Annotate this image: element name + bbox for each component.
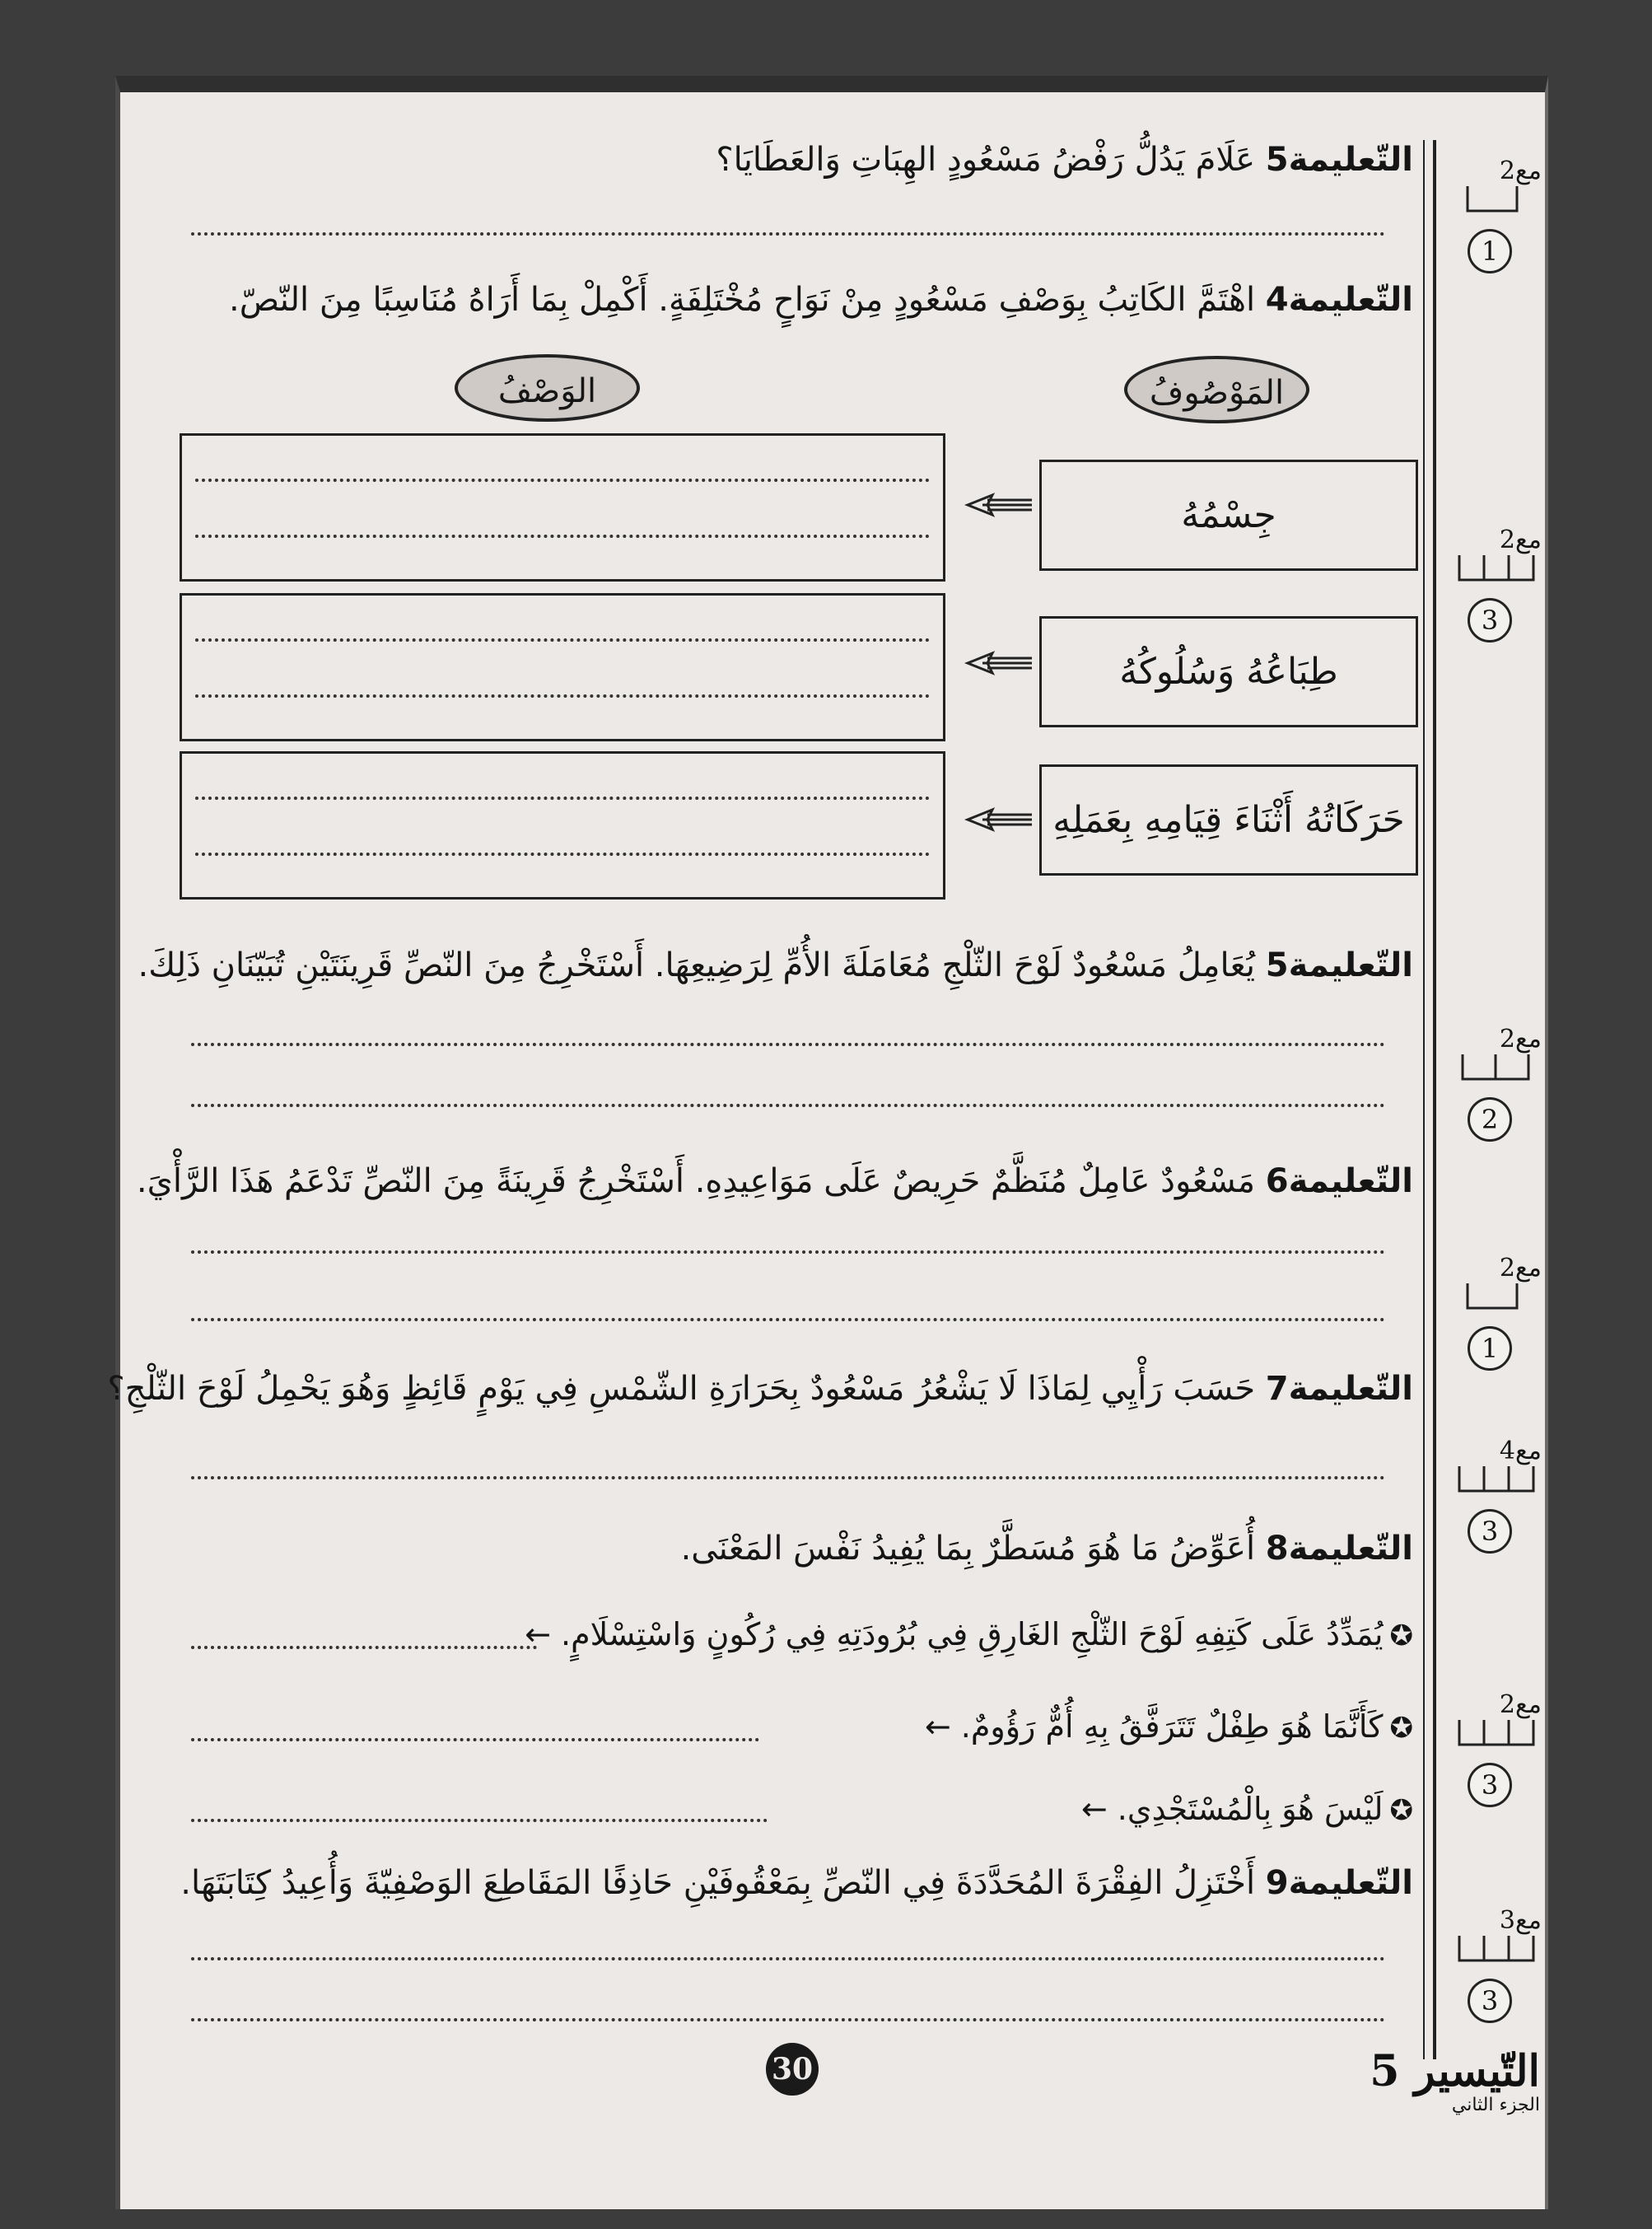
answer-line[interactable] xyxy=(191,1476,1385,1479)
answer-line[interactable] xyxy=(191,2018,1385,2021)
score-circle: 3 xyxy=(1468,598,1512,643)
answer-line[interactable] xyxy=(191,1819,768,1822)
answer-line[interactable] xyxy=(191,1738,759,1741)
logo-subtitle: الجزء الثاني xyxy=(1451,2095,1540,2115)
description-box[interactable] xyxy=(180,593,945,741)
question-1 xyxy=(716,140,1413,180)
mark-label: مع3 xyxy=(1499,1906,1542,1935)
score-circle: 1 xyxy=(1468,229,1512,273)
star-bullet-icon: ✪ xyxy=(1389,1794,1413,1827)
star-bullet-icon: ✪ xyxy=(1389,1619,1413,1652)
score-circle: 2 xyxy=(1468,1097,1512,1142)
table-header-described: المَوْصُوفُ xyxy=(1124,356,1309,423)
answer-line[interactable] xyxy=(191,1646,537,1649)
page-number: 30 xyxy=(766,2043,819,2096)
question-4 xyxy=(137,1161,1413,1201)
substitution-item xyxy=(1081,1791,1413,1827)
question-label: التّعليمة xyxy=(1288,1530,1413,1568)
described-box: طِبَاعُهُ وَسُلُوكُهُ xyxy=(1039,616,1418,727)
substitution-item xyxy=(525,1616,1413,1652)
logo-title: التّيسير 5 xyxy=(1370,2046,1540,2096)
question-text: حَسَبَ رَأْيِي لِمَاذَا لَا يَشْعُرُ مَسْعُودٌ بِحَرَارَةِ الشّمْسِ فِي يَوْمٍ قَائِظٍ وَهُوَ يَحْمِلُ لَوْحَ الثّلْجِ؟ xyxy=(107,1370,1266,1408)
score-mark xyxy=(1451,1908,1542,2023)
margin-rule-inner xyxy=(1423,140,1425,2059)
question-2 xyxy=(229,280,1413,320)
table-header-description: الوَصْفُ xyxy=(455,354,640,422)
score-circle: 3 xyxy=(1468,1979,1512,2023)
answer-line[interactable] xyxy=(191,1250,1385,1254)
description-box[interactable] xyxy=(180,433,945,582)
substitution-text: لَيْسَ هُوَ بِالْمُسْتَجْدِي. ← xyxy=(1080,1791,1384,1827)
substitution-text: يُمَدِّدُ عَلَى كَتِفِهِ لَوْحَ الثّلْجِ الغَارِقِ فِي بُرُودَتِهِ فِي رُكُونٍ وَاسْتِسْلَامٍ. ← xyxy=(525,1616,1384,1652)
score-mark xyxy=(1451,527,1542,643)
question-7 xyxy=(180,1863,1413,1903)
question-3 xyxy=(138,946,1413,985)
question-text: اهْتَمَّ الكَاتِبُ بِوَصْفِ مَسْعُودٍ مِنْ نَوَاحٍ مُخْتَلِفَةٍ. أَكْمِلْ بِمَا أَرَاهُ مُنَاسِبًا مِنَ النّصّ. xyxy=(229,281,1266,319)
question-text: أُعَوِّضُ مَا هُوَ مُسَطَّرٌ بِمَا يُفِيدُ نَفْسَ المَعْنَى. xyxy=(680,1530,1266,1568)
score-mark xyxy=(1451,1692,1542,1807)
arrow-left-icon xyxy=(959,807,1034,832)
question-number: 9 xyxy=(1265,1864,1289,1902)
description-box[interactable] xyxy=(180,751,945,900)
described-box: جِسْمُهُ xyxy=(1039,460,1418,571)
question-text: يُعَامِلُ مَسْعُودٌ لَوْحَ الثّلْجِ مُعَامَلَةَ الأُمِّ لِرَضِيعِهَا. أَسْتَخْرِجُ مِنَ النّصِّ قَرِينَتَيْنِ تُبَيّنَانِ ذَلِكَ. xyxy=(138,946,1266,984)
question-text: عَلَامَ يَدُلُّ رَفْضُ مَسْعُودٍ الهِبَاتِ وَالعَطَايَا؟ xyxy=(716,141,1266,179)
question-number: 5 xyxy=(1265,946,1289,984)
question-number: 6 xyxy=(1265,1162,1289,1200)
score-circle: 1 xyxy=(1468,1326,1512,1371)
margin-rule xyxy=(1433,140,1436,2059)
star-bullet-icon: ✪ xyxy=(1389,1712,1413,1745)
score-mark xyxy=(1451,1438,1542,1554)
question-number: 5 xyxy=(1265,141,1289,179)
question-number: 7 xyxy=(1265,1370,1289,1408)
mark-label: مع2 xyxy=(1499,157,1542,185)
question-label: التّعليمة xyxy=(1288,281,1413,319)
question-number: 8 xyxy=(1265,1530,1289,1568)
score-circle: 3 xyxy=(1468,1763,1512,1807)
mark-boxes xyxy=(1451,1720,1542,1748)
mark-boxes xyxy=(1451,1054,1542,1082)
substitution-item xyxy=(925,1708,1413,1745)
mark-boxes xyxy=(1451,186,1542,214)
score-mark xyxy=(1451,158,1542,273)
score-mark xyxy=(1451,1026,1542,1142)
mark-boxes xyxy=(1451,555,1542,583)
arrow-left-icon xyxy=(959,493,1034,517)
substitution-text: كَأَنَّمَا هُوَ طِفْلٌ تَتَرَفَّقُ بِهِ أُمٌّ رَؤُومٌ. ← xyxy=(924,1708,1384,1745)
mark-boxes xyxy=(1451,1936,1542,1964)
answer-line[interactable] xyxy=(191,1104,1385,1107)
question-label: التّعليمة xyxy=(1288,1864,1413,1902)
book-logo xyxy=(1351,2048,1540,2122)
mark-label: مع2 xyxy=(1499,1690,1542,1719)
answer-line[interactable] xyxy=(191,1957,1385,1960)
mark-label: مع2 xyxy=(1499,1254,1542,1283)
arrow-left-icon xyxy=(959,651,1034,675)
mark-boxes xyxy=(1451,1283,1542,1311)
described-box: حَرَكَاتُهُ أَثْنَاءَ قِيَامِهِ بِعَمَلِهِ xyxy=(1039,764,1418,876)
mark-label: مع2 xyxy=(1499,1025,1542,1054)
question-number: 4 xyxy=(1265,281,1289,319)
question-label: التّعليمة xyxy=(1288,1370,1413,1408)
question-text: مَسْعُودٌ عَامِلٌ مُنَظَّمٌ حَرِيصٌ عَلَى مَوَاعِيدِهِ. أَسْتَخْرِجُ قَرِينَةً مِنَ النّصِّ تَدْعَمُ هَذَا الرَّأْيَ. xyxy=(136,1162,1266,1200)
answer-line[interactable] xyxy=(191,1318,1385,1321)
mark-label: مع4 xyxy=(1499,1437,1542,1465)
question-5 xyxy=(107,1369,1413,1409)
mark-boxes xyxy=(1451,1466,1542,1494)
question-label: التّعليمة xyxy=(1288,1162,1413,1200)
question-text: أَخْتَزِلُ الفِقْرَةَ المُحَدَّدَةَ فِي النّصِّ بِمَعْقُوفَيْنِ حَاذِفًا المَقَاطِعَ الوَصْفِيّةَ وَأُعِيدُ كِتَابَتَهَا. xyxy=(180,1864,1266,1902)
question-6 xyxy=(681,1529,1413,1568)
answer-line[interactable] xyxy=(191,232,1385,236)
score-circle: 3 xyxy=(1468,1509,1512,1554)
question-label: التّعليمة xyxy=(1288,946,1413,984)
question-label: التّعليمة xyxy=(1288,141,1413,179)
mark-label: مع2 xyxy=(1499,526,1542,554)
answer-line[interactable] xyxy=(191,1043,1385,1046)
score-mark xyxy=(1451,1255,1542,1371)
